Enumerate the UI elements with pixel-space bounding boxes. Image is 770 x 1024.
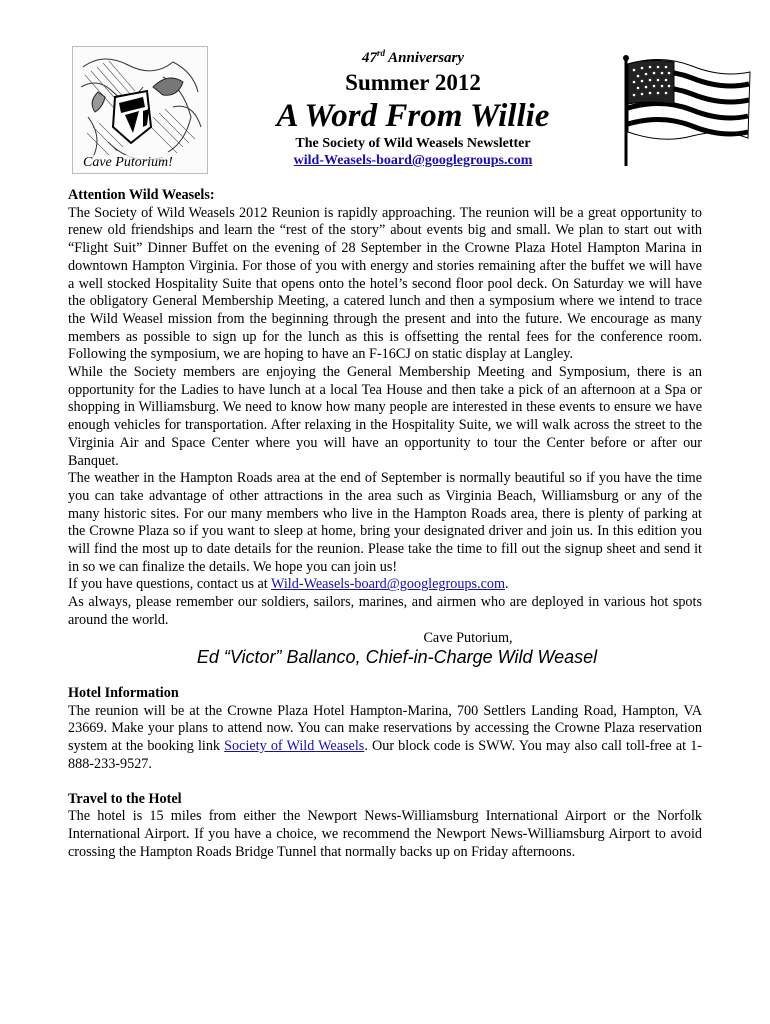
travel-heading: Travel to the Hotel [68,790,182,807]
newsletter-body [68,187,702,861]
hotel-text-end: . Our block code is SWW. You may also call toll-free at 1-888-233-9527. [68,738,703,772]
anniversary-line [210,48,616,67]
logo-caption: Cave Putorium! [83,155,173,170]
contact-paragraph [68,576,702,594]
attention-heading: Attention Wild Weasels: [68,187,215,203]
anniversary-number: 47 [361,50,377,66]
newsletter-title: A Word From Willie [276,98,550,134]
closing-line: Cave Putorium, [423,629,513,646]
contact-text-end: . [505,576,509,593]
attention-paragraph-2: While the Society members are enjoying the General Membership Meeting and Symposium, there is an opportunity for the Ladies to have lunch at a local Tea House and then take a pick of an afternoon at a Spa or shopping in Williamsburg. We need to know how many people are interested in these events to ensure we have enough vehicles for transportation. After relaxing in the Hospitality Suite, we will walk across the street to the Virginia Air and Space Center where you will have an opportunity to tour the Center before or after our Banquet. [68,364,702,469]
american-flag-icon [612,52,754,168]
hotel-heading: Hotel Information [68,684,179,701]
signature: Ed “Victor” Ballanco, Chief-in-Charge Wild Weasel [196,647,598,668]
newsletter-subtitle: The Society of Wild Weasels Newsletter [295,136,531,151]
season-heading: Summer 2012 [345,70,481,95]
anniversary-suffix: rd [376,48,385,58]
header-email-link[interactable]: wild-Weasels-board@googlegroups.com [293,153,533,168]
section-spacer [68,774,702,791]
remember-paragraph: As always, please remember our soldiers, sailors, marines, and airmen who are deployed in various hot spots around the world. [68,594,702,628]
contact-text: If you have questions, contact us at [68,576,272,593]
booking-link[interactable]: Society of Wild Weasels [224,738,365,755]
attention-paragraph-3: The weather in the Hampton Roads area at the end of September is normally beautiful so if you have the time you can take advantage of other attractions in the area such as Virginia Beach, Williamsburg or any of the many historic sites. For our many members who live in the Hampton Roads area, there is plenty of parking at the Crowne Plaza so if you want to sleep at home, bring your designated driver and join us. In this edition you will find the most up to date details for the reunion. Please take the time to fill out the signup sheet and send it in so we can finalize the details. We hope you can join us! [68,470,702,575]
hotel-paragraph [68,703,702,774]
wild-weasel-emblem-icon [72,46,208,174]
header-email-link-wrap [210,153,616,169]
contact-email-link[interactable]: Wild-Weasels-board@googlegroups.com [271,576,506,593]
hotel-text: The reunion will be at the Crowne Plaza Hotel Hampton-Marina, 700 Settlers Landing Road, Hampton, VA 23669. Make your plans to attend now. You can make reservations by accessing the Crowne Plaza reservation system at the booking link [68,702,702,755]
attention-paragraph-1: The Society of Wild Weasels 2012 Reunion is rapidly approaching. The reunion will be a great opportunity to renew old friendships and learn the “rest of the story” about events big and small. We plan to start out with “Flight Suit” Dinner Buffet on the evening of 28 September in the Crowne Plaza Hotel Hampton Marina in downtown Hampton Virginia. For those of you with energy and stories remaining after the buffet we will have a well stocked Hospitality Suite that opens onto the hotel’s second floor pool deck. On Saturday we will have the obligatory General Membership Meeting, a catered lunch and then a symposium where we intend to trace the Wild Weasel mission from the beginning through the present and into the future. We encourage as many members as possible to sign up for the lunch as this is offsetting the rental fees for the conference room. Following the symposium, we are hoping to have an F-16CJ on static display at Langley. [68,204,702,363]
travel-paragraph: The hotel is 15 miles from either the Newport News-Williamsburg International Airport or the Norfolk International Airport. If you have a choice, we recommend the Newport News-Williamsburg Airport to avoid crossing the Hampton Roads Bridge Tunnel that normally backs up on Friday afternoons. [68,808,702,860]
anniversary-label: Anniversary [384,50,465,66]
